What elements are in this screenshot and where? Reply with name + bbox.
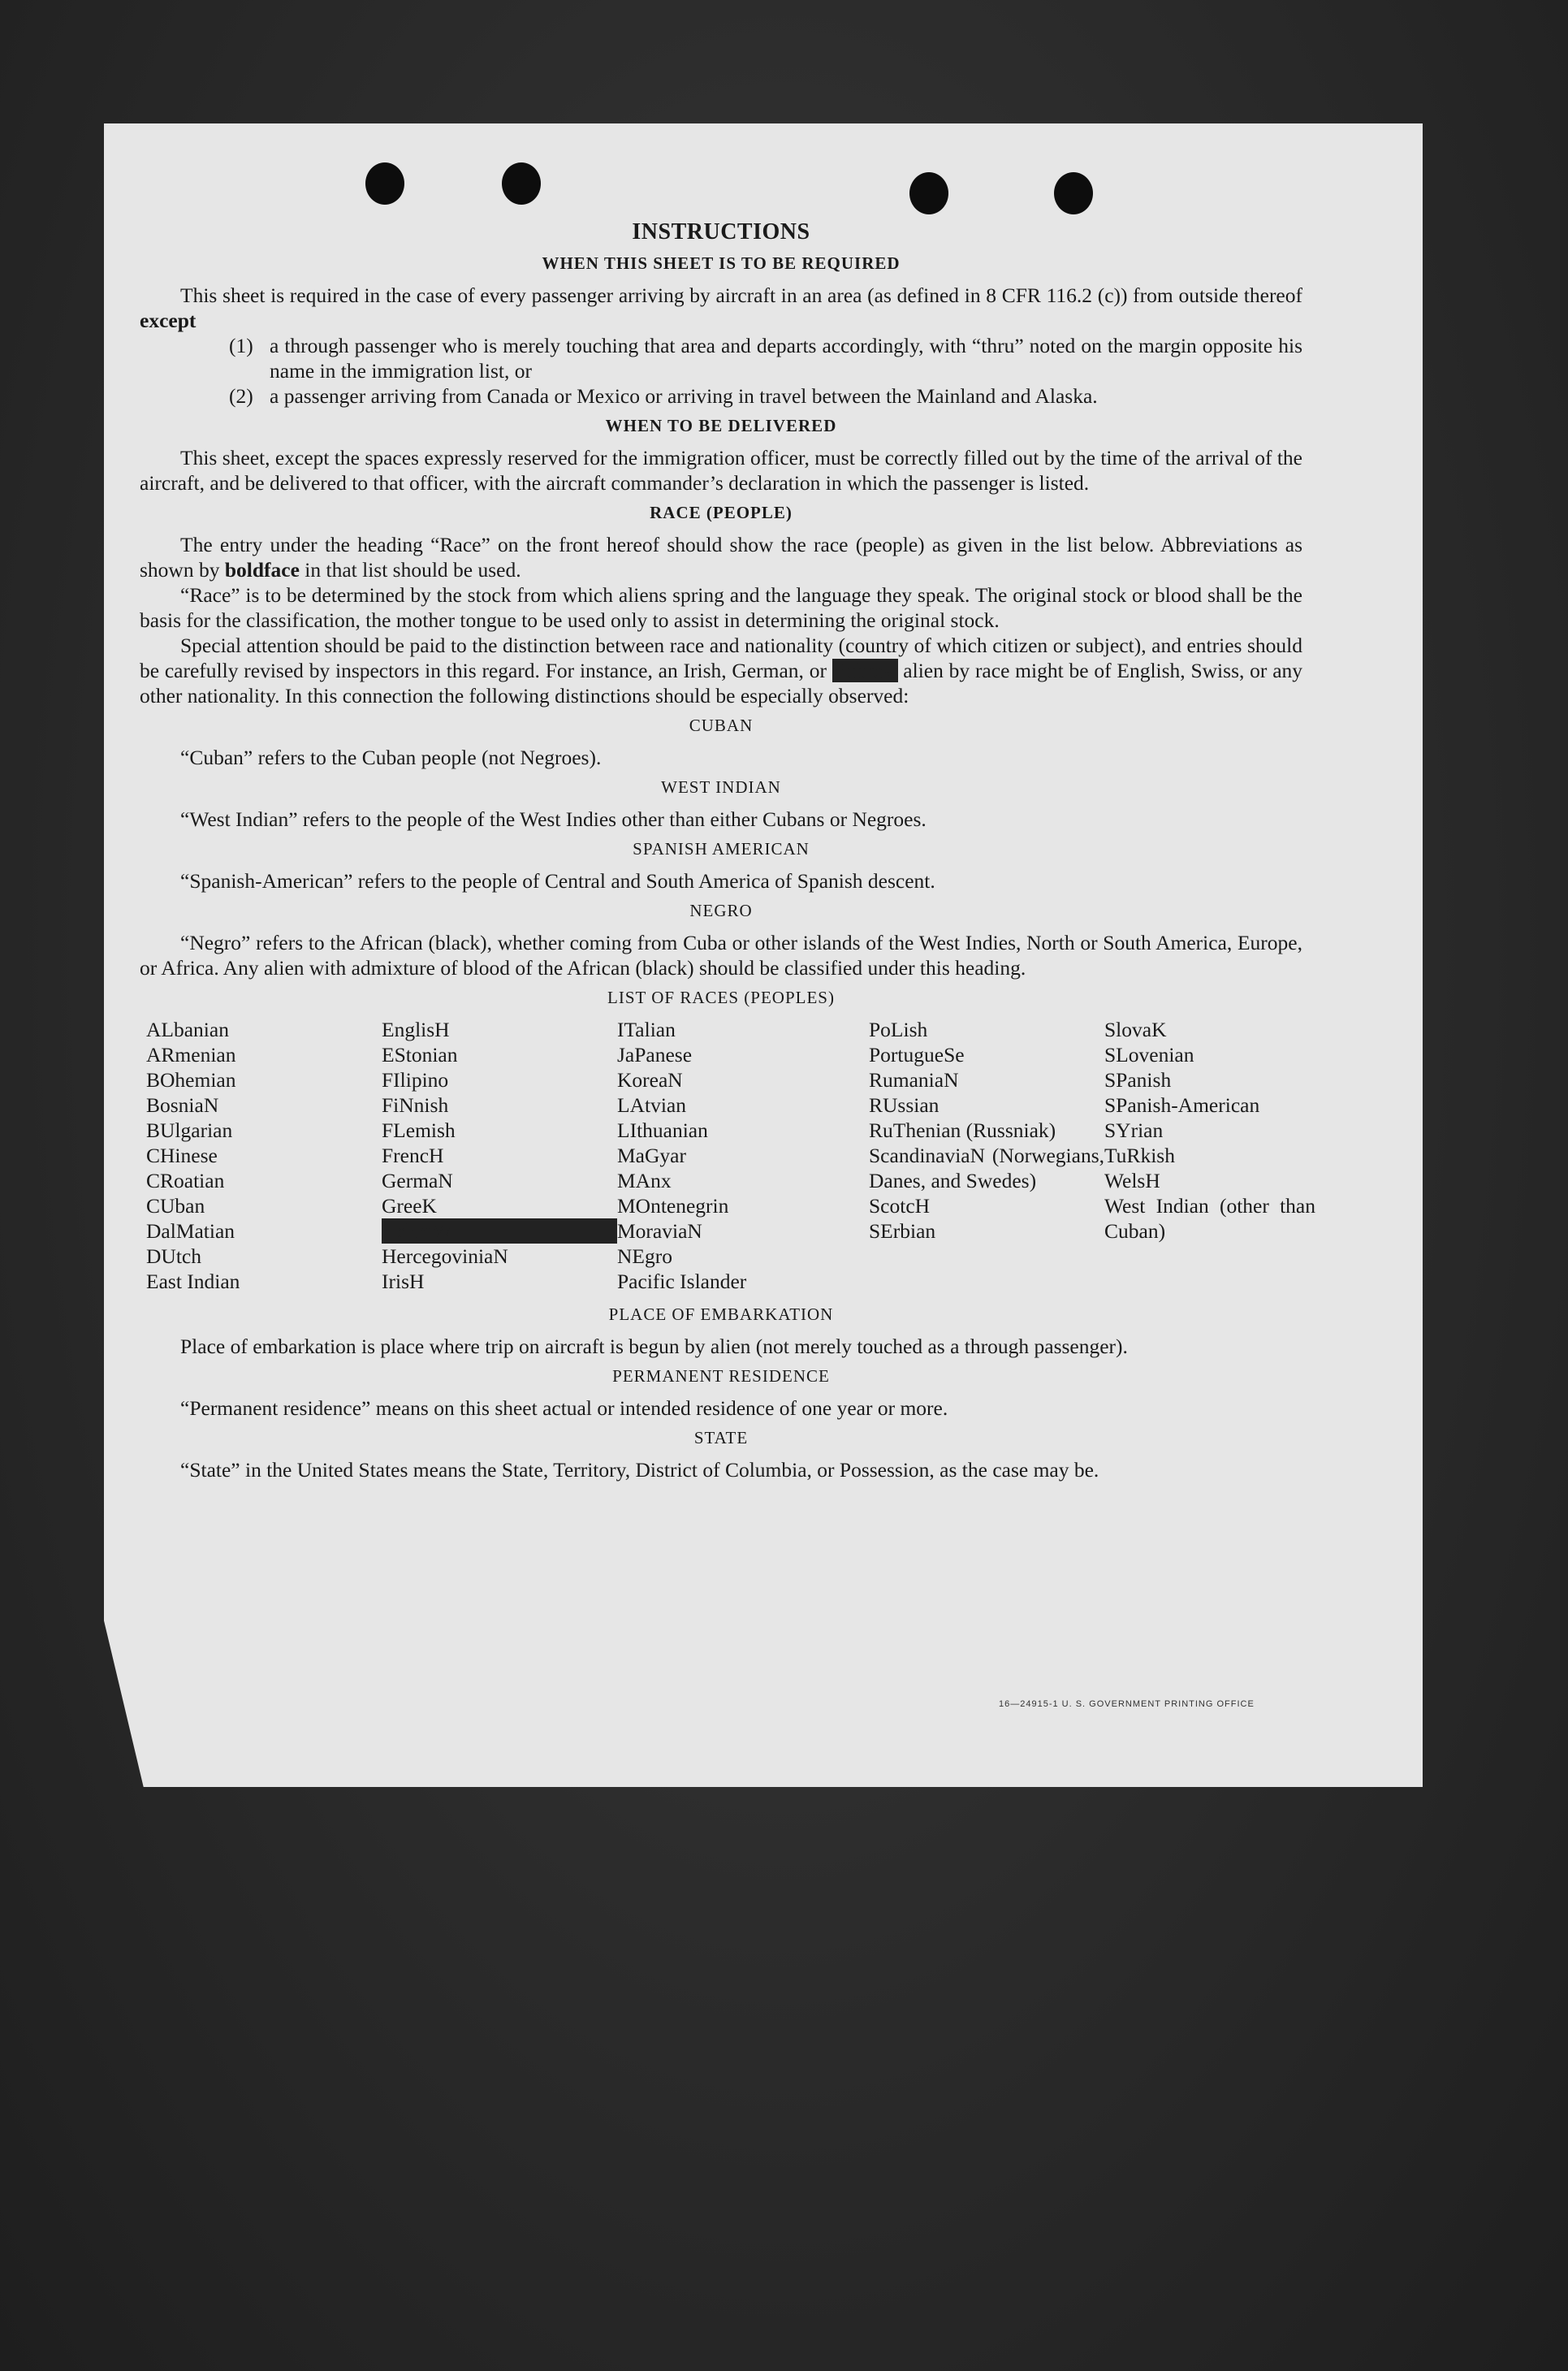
item-text: a passenger arriving from Canada or Mexico or arriving in travel between the Mainland and Alaska. <box>270 384 1098 408</box>
race-item: RUssian <box>869 1093 940 1117</box>
section-heading: STATE <box>693 1428 749 1447</box>
list-item <box>229 383 1302 409</box>
section-paragraph: “Cuban” refers to the Cuban people (not Negroes). <box>180 746 602 769</box>
race-item: GreeK <box>382 1194 437 1218</box>
section-heading: PLACE OF EMBARKATION <box>608 1304 834 1324</box>
race-item: BOhemian <box>146 1068 236 1092</box>
page-title: INSTRUCTIONS <box>632 219 810 244</box>
section-paragraph <box>140 633 1302 708</box>
printer-imprint: 16—24915-1 U. S. GOVERNMENT PRINTING OFFICE <box>999 1699 1255 1709</box>
race-item: SYrian <box>1104 1118 1164 1142</box>
race-item: PortugueSe <box>869 1043 965 1067</box>
section-paragraph: This sheet, except the spaces expressly reserved for the immigration officer, must be correctly filled out by the time of the arrival of the aircraft, and be delivered to that officer, with the aircraft commander’s declaration in which the passenger is listed. <box>140 446 1302 495</box>
section-heading: WHEN TO BE DELIVERED <box>605 416 837 435</box>
race-item-redacted: HebreW <box>382 1218 617 1244</box>
race-item: RuThenian (Russniak) <box>869 1118 1056 1142</box>
race-item: HercegoviniaN <box>382 1244 508 1268</box>
paragraph-text: The entry under the heading “Race” on the front hereof should show the race (people) as given in the list below. Abbreviations as shown by <box>140 533 1302 582</box>
section-paragraph: “Spanish-American” refers to the people of Central and South America of Spanish descent. <box>180 869 935 893</box>
race-item: DalMatian <box>146 1219 235 1243</box>
section-heading: NEGRO <box>689 901 753 920</box>
race-item: ScandinaviaN (Norwegians, Danes, and Swedes) <box>869 1144 1104 1192</box>
race-item: MOntenegrin <box>617 1194 729 1218</box>
section-heading: WEST INDIAN <box>661 777 781 797</box>
race-item: LAtvian <box>617 1093 686 1117</box>
section-paragraph: “Permanent residence” means on this sheet actual or intended residence of one year or more. <box>180 1396 948 1420</box>
race-item: West Indian (other than Cuban) <box>1104 1194 1315 1243</box>
races-column-5 <box>1104 1017 1315 1294</box>
races-column-4 <box>869 1017 1104 1294</box>
race-item: DUtch <box>146 1244 201 1268</box>
section-paragraph: “Negro” refers to the African (black), whether coming from Cuba or other islands of the West Indies, North or South America, Europe, or Africa. Any alien with admixture of blood of the African (black) should be classified under this heading. <box>140 931 1302 980</box>
race-item: SErbian <box>869 1219 936 1243</box>
race-item: MaGyar <box>617 1144 686 1167</box>
section-paragraph: Place of embarkation is place where trip on aircraft is begun by alien (not merely touched as a through passenger). <box>180 1335 1128 1358</box>
race-item: ALbanian <box>146 1018 229 1041</box>
race-item: WelsH <box>1104 1169 1160 1192</box>
item-number: (1) <box>229 334 253 357</box>
race-item: PoLish <box>869 1018 928 1041</box>
races-column-3 <box>617 1017 869 1294</box>
paragraph-text: in that list should be used. <box>305 558 521 582</box>
race-item: CHinese <box>146 1144 218 1167</box>
race-item: SLovenian <box>1104 1043 1194 1067</box>
punch-hole-4 <box>1054 172 1093 214</box>
race-item: BosniaN <box>146 1093 219 1117</box>
race-item: CRoatian <box>146 1169 225 1192</box>
paragraph-text: Special attention should be paid to the distinction between race and nationality (country of which citizen or subject), and entries should be carefully revised by inspectors in this regard. For instance, an Irish, German, or <box>140 634 1302 682</box>
list-item <box>229 333 1302 383</box>
race-item: EStonian <box>382 1043 458 1067</box>
section-heading: LIST OF RACES (PEOPLES) <box>607 988 835 1007</box>
item-number: (2) <box>229 384 253 408</box>
punch-hole-3 <box>909 172 948 214</box>
race-item: Pacific Islander <box>617 1270 747 1293</box>
paragraph-text: alien by race might be of English, Swiss, or any other nationality. In this connection the following distinctions should be especially observed: <box>140 659 1303 707</box>
race-item: JaPanese <box>617 1043 693 1067</box>
section-paragraph <box>140 532 1302 582</box>
section-paragraph: “Race” is to be determined by the stock from which aliens spring and the language they speak. The original stock or blood shall be the basis for the classification, the mother tongue to be used only to assist in determining the original stock. <box>140 583 1302 632</box>
race-item: ITalian <box>617 1018 676 1041</box>
race-item: LIthuanian <box>617 1118 708 1142</box>
race-item: TuRkish <box>1104 1144 1175 1167</box>
race-item: NEgro <box>617 1244 672 1268</box>
race-item: SPanish <box>1104 1068 1172 1092</box>
race-item: ARmenian <box>146 1043 236 1067</box>
bold-text: boldface <box>224 558 300 582</box>
section-heading: SPANISH AMERICAN <box>633 839 810 859</box>
section-paragraph: “West Indian” refers to the people of the West Indies other than either Cubans or Negroes. <box>180 807 927 831</box>
race-item: FLemish <box>382 1118 456 1142</box>
race-item: EnglisH <box>382 1018 450 1041</box>
section-heading: PERMANENT RESIDENCE <box>612 1366 830 1386</box>
race-item: FiNnish <box>382 1093 449 1117</box>
section-heading: RACE (PEOPLE) <box>650 503 793 522</box>
race-item: MAnx <box>617 1169 672 1192</box>
race-item: CUban <box>146 1194 205 1218</box>
race-item: FIlipino <box>382 1068 449 1092</box>
instructions-content <box>140 219 1315 1482</box>
section-paragraph: “State” in the United States means the State, Territory, District of Columbia, or Possession, as the case may be. <box>180 1458 1099 1482</box>
race-item: RumaniaN <box>869 1068 959 1092</box>
bold-text: except <box>140 309 197 332</box>
races-list <box>146 1017 1315 1294</box>
races-column-2 <box>382 1017 617 1294</box>
punch-hole-2 <box>502 162 541 205</box>
paragraph-text: This sheet is required in the case of every passenger arriving by aircraft in an area (as defined in 8 CFR 116.2 (c)) from outside thereof <box>180 283 1302 307</box>
race-item: IrisH <box>382 1270 425 1293</box>
race-item: KoreaN <box>617 1068 683 1092</box>
section-heading: WHEN THIS SHEET IS TO BE REQUIRED <box>542 253 901 273</box>
race-item: GermaN <box>382 1169 453 1192</box>
race-item: SPanish-American <box>1104 1093 1260 1117</box>
section-paragraph <box>140 283 1302 333</box>
item-text: a through passenger who is merely touching that area and departs accordingly, with “thru” noted on the margin opposite his name in the immigration list, or <box>270 334 1302 383</box>
race-item: BUlgarian <box>146 1118 233 1142</box>
punch-hole-1 <box>365 162 404 205</box>
races-column-1 <box>146 1017 382 1294</box>
race-item: East Indian <box>146 1270 240 1293</box>
redacted-word: Hebrew <box>832 659 898 682</box>
race-item: MoraviaN <box>617 1219 702 1243</box>
race-item: ScotcH <box>869 1194 931 1218</box>
section-heading: CUBAN <box>689 716 754 735</box>
race-item: SlovaK <box>1104 1018 1167 1041</box>
race-item: FrencH <box>382 1144 444 1167</box>
